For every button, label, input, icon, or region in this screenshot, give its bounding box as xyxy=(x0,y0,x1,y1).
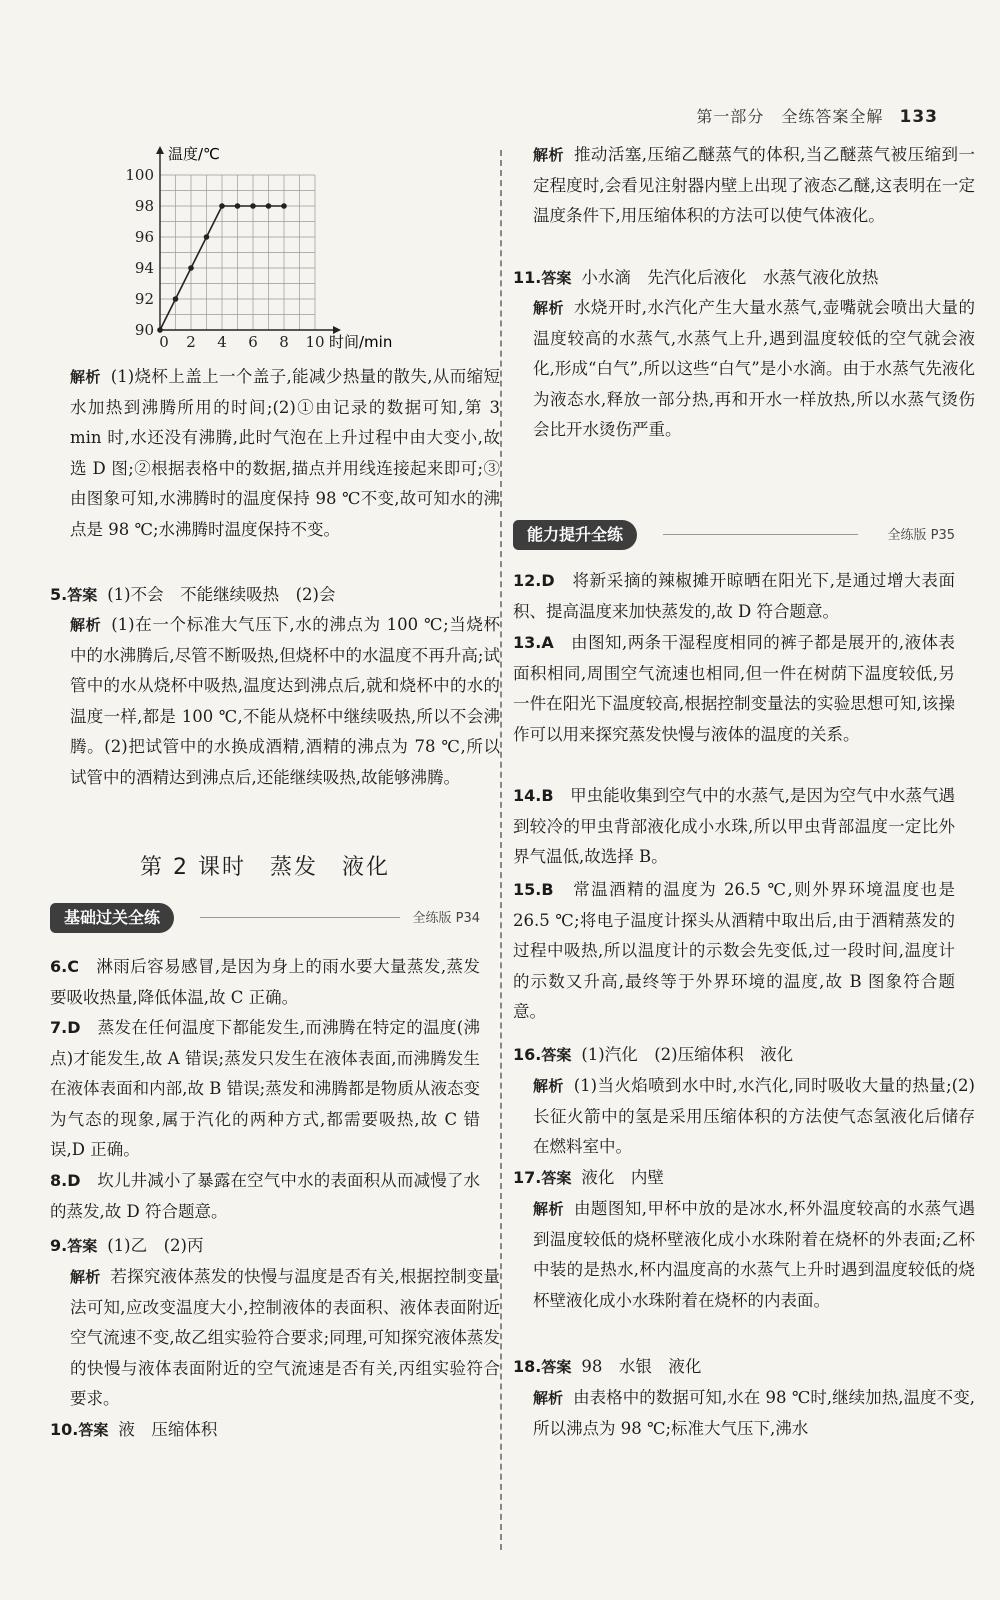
x-tick-label: 6 xyxy=(248,333,258,351)
q10-number: 10. xyxy=(50,1420,79,1439)
q16-answer-text: (1)汽化 (2)压缩体积 液化 xyxy=(581,1045,794,1064)
q11-answer xyxy=(513,263,955,294)
answer-tag: 答案 xyxy=(541,1046,572,1064)
data-point xyxy=(188,265,194,271)
data-point xyxy=(219,203,225,209)
section-basic-line xyxy=(200,917,400,918)
q14-number: 14.B xyxy=(513,786,554,805)
page-number: 133 xyxy=(899,107,938,127)
analysis-tag: 解析 xyxy=(533,1077,564,1095)
q12-number: 12.D xyxy=(513,571,555,590)
q8-number: 8.D xyxy=(50,1171,81,1190)
chart-axes xyxy=(156,146,341,334)
q8-text: 坎儿井减小了暴露在空气中水的表面积从而减慢了水的蒸发,故 D 符合题意。 xyxy=(50,1171,481,1221)
data-point xyxy=(173,296,179,302)
q5-analysis-text: (1)在一个标准大气压下,水的沸点为 100 ℃;当烧杯中的水沸腾后,尽管不断吸热,但烧杯中的水温度不再升高;试管中的水从烧杯中吸热,温度达到沸点后,就和烧杯中的水的温度一样,都是 100 ℃,不能从烧杯中继续吸热,所以不会沸腾。(2)把试管中的水换成酒精,酒精的沸点为 78 ℃,所以试管中的酒精达到沸点后,还能继续吸热,故能够沸腾。 xyxy=(70,615,500,787)
x-tick-label: 4 xyxy=(217,333,227,351)
x-tick-label: 8 xyxy=(279,333,289,351)
q16-number: 16. xyxy=(513,1045,542,1064)
section-advanced-practice xyxy=(513,520,955,550)
q16-analysis-text: (1)当火焰喷到水中时,水汽化,同时吸收大量的热量;(2)长征火箭中的氢是采用压缩体积的方法使气态氢液化后储存在燃料室中。 xyxy=(533,1076,975,1156)
chart-ticks xyxy=(125,166,324,351)
analysis-tag: 解析 xyxy=(533,146,564,164)
y-tick-label: 90 xyxy=(134,321,154,339)
q18-analysis xyxy=(513,1383,975,1444)
q18-number: 18. xyxy=(513,1357,542,1376)
q15 xyxy=(513,875,955,1028)
q15-text: 常温酒精的温度为 26.5 ℃,则外界环境温度也是 26.5 ℃;将电子温度计探头从酒精中取出后,由于酒精蒸发的过程中吸热,所以温度计的示数会先变低,过一段时间,温度计的示数又升高,最终等于外界环境的温度,故 B 图象符合题意。 xyxy=(513,880,955,1021)
analysis-tag: 解析 xyxy=(70,368,101,386)
q6-number: 6.C xyxy=(50,957,79,976)
q17-analysis-text: 由题图知,甲杯中放的是冰水,杯外温度较高的水蒸气遇到温度较低的烧杯壁液化成小水珠附着在烧杯的外表面;乙杯中装的是热水,杯内温度高的水蒸气上升时遇到温度较低的烧杯壁液化成小水珠附着在烧杯的内表面。 xyxy=(533,1199,975,1310)
answer-tag: 答案 xyxy=(78,1421,109,1439)
q11-analysis-text: 水烧开时,水汽化产生大量水蒸气,壶嘴就会喷出大量的温度较高的水蒸气,水蒸气上升,遇到温度较低的空气就会液化,形成“白气”,所以这些“白气”是小水滴。由于水蒸气先液化为液态水,释放一部分热,再和开水一样放热,所以水蒸气烫伤会比开水烫伤严重。 xyxy=(533,298,975,439)
column-divider xyxy=(500,150,502,1550)
data-point xyxy=(250,203,256,209)
q11-answer-text: 小水滴 先汽化后液化 水蒸气液化放热 xyxy=(581,268,879,287)
analysis-tag: 解析 xyxy=(533,299,564,317)
analysis-tag: 解析 xyxy=(70,1268,101,1286)
y-axis-arrow xyxy=(156,146,164,154)
answer-tag: 答案 xyxy=(541,269,572,287)
analysis-tag: 解析 xyxy=(533,1389,564,1407)
q5-analysis xyxy=(50,610,500,793)
chart-grid xyxy=(160,175,315,330)
q10-answer xyxy=(50,1415,480,1446)
q13 xyxy=(513,628,955,750)
section-basic-label: 基础过关全练 xyxy=(50,903,174,933)
q18-answer xyxy=(513,1352,955,1383)
q5-number: 5. xyxy=(50,585,68,604)
q17-answer-text: 液化 内壁 xyxy=(581,1168,664,1187)
q7 xyxy=(50,1013,480,1166)
q9-answer-text: (1)乙 (2)丙 xyxy=(107,1236,204,1255)
q11-analysis xyxy=(513,293,975,446)
y-tick-label: 100 xyxy=(125,166,154,184)
q11-number: 11. xyxy=(513,268,542,287)
q5-answer xyxy=(50,580,480,611)
section-advanced-ref: 全练版 P35 xyxy=(887,528,955,543)
data-point xyxy=(235,203,241,209)
x-tick-label: 10 xyxy=(305,333,325,351)
q8 xyxy=(50,1166,480,1227)
answer-tag: 答案 xyxy=(541,1169,572,1187)
section-advanced-label: 能力提升全练 xyxy=(513,520,637,550)
q17-analysis xyxy=(513,1194,975,1316)
data-point xyxy=(204,234,210,240)
q16-answer xyxy=(513,1040,955,1071)
x-tick-label: 2 xyxy=(186,333,196,351)
chart-ylabel: 温度/℃ xyxy=(168,145,220,163)
section-basic-ref: 全练版 P34 xyxy=(412,911,480,926)
q10-analysis xyxy=(513,140,975,232)
y-tick-label: 94 xyxy=(134,259,154,277)
q4-analysis-text: (1)烧杯上盖上一个盖子,能减少热量的散失,从而缩短水加热到沸腾所用的时间;(2)①由记录的数据可知,第 3 min 时,水还没有沸腾,此时气泡在上升过程中由大变小,故选 D 图;②根据表格中的数据,描点并用线连接起来即可;③由图象可知,水沸腾时的温度保持 98 ℃不变,故可知水的沸点是 98 ℃;水沸腾时温度保持不变。 xyxy=(70,367,500,539)
analysis-tag: 解析 xyxy=(533,1200,564,1218)
q9-number: 9. xyxy=(50,1236,68,1255)
y-tick-label: 92 xyxy=(134,290,154,308)
chart-xlabel: 时间/min xyxy=(329,333,393,351)
data-point xyxy=(266,203,272,209)
y-tick-label: 98 xyxy=(134,197,154,215)
section-basic-practice xyxy=(50,903,480,933)
answer-tag: 答案 xyxy=(67,586,98,604)
q6 xyxy=(50,952,480,1013)
temperature-time-chart xyxy=(120,140,420,355)
data-point xyxy=(157,327,163,333)
page-header xyxy=(696,104,938,127)
q18-answer-text: 98 水银 液化 xyxy=(581,1357,702,1376)
header-section: 第一部分 全练答案全解 xyxy=(696,107,884,126)
q17-number: 17. xyxy=(513,1168,542,1187)
answer-tag: 答案 xyxy=(541,1358,572,1376)
q13-text: 由图知,两条干湿程度相同的裤子都是展开的,液体表面积相同,周围空气流速也相同,但一件在树荫下温度较低,另一件在阳光下温度较高,根据控制变量法的实验思想可知,该操作可以用来探究蒸发快慢与液体的温度的关系。 xyxy=(513,633,955,744)
section-advanced-line xyxy=(663,534,858,535)
q15-number: 15.B xyxy=(513,880,554,899)
y-tick-label: 96 xyxy=(134,228,154,246)
lesson-title: 第 2 课时 蒸发 液化 xyxy=(140,855,390,880)
q5-answer-text: (1)不会 不能继续吸热 (2)会 xyxy=(107,585,336,604)
q4-analysis xyxy=(50,362,500,545)
q13-number: 13.A xyxy=(513,633,554,652)
answer-tag: 答案 xyxy=(67,1237,98,1255)
q7-number: 7.D xyxy=(50,1018,81,1037)
q18-analysis-text: 由表格中的数据可知,水在 98 ℃时,继续加热,温度不变,所以沸点为 98 ℃;标准大气压下,沸水 xyxy=(533,1388,975,1438)
q12 xyxy=(513,566,955,627)
q7-text: 蒸发在任何温度下都能发生,而沸腾在特定的温度(沸点)才能发生,故 A 错误;蒸发只发生在液体表面,而沸腾发生在液体表面和内部,故 B 错误;蒸发和沸腾都是物质从液态变为气态的现象,属于汽化的两种方式,都需要吸热,故 C 错误,D 正确。 xyxy=(50,1018,481,1159)
q17-answer xyxy=(513,1163,955,1194)
q6-text: 淋雨后容易感冒,是因为身上的雨水要大量蒸发,蒸发要吸收热量,降低体温,故 C 正确。 xyxy=(50,957,480,1007)
q12-text: 将新采摘的辣椒摊开晾晒在阳光下,是通过增大表面积、提高温度来加快蒸发的,故 D 符合题意。 xyxy=(513,571,956,621)
q14 xyxy=(513,781,955,873)
q14-text: 甲虫能收集到空气中的水蒸气,是因为空气中水蒸气遇到较冷的甲虫背部液化成小水珠,所以甲虫背部温度一定比外界气温低,故选择 B。 xyxy=(513,786,956,866)
q9-analysis-text: 若探究液体蒸发的快慢与温度是否有关,根据控制变量法可知,应改变温度大小,控制液体的表面积、液体表面附近空气流速不变,故乙组实验符合要求;同理,可知探究液体蒸发的快慢与液体表面附近的空气流速是否有关,丙组实验符合要求。 xyxy=(70,1267,500,1408)
analysis-tag: 解析 xyxy=(70,616,102,634)
q16-analysis xyxy=(513,1071,975,1163)
data-point xyxy=(281,203,287,209)
q9-answer xyxy=(50,1231,480,1262)
x-tick-label: 0 xyxy=(159,333,169,351)
q10-analysis-text: 推动活塞,压缩乙醚蒸气的体积,当乙醚蒸气被压缩到一定程度时,会看见注射器内壁上出现了液态乙醚,这表明在一定温度条件下,用压缩体积的方法可以使气体液化。 xyxy=(533,145,975,225)
q9-analysis xyxy=(50,1262,500,1415)
q10-answer-text: 液 压缩体积 xyxy=(118,1420,218,1439)
